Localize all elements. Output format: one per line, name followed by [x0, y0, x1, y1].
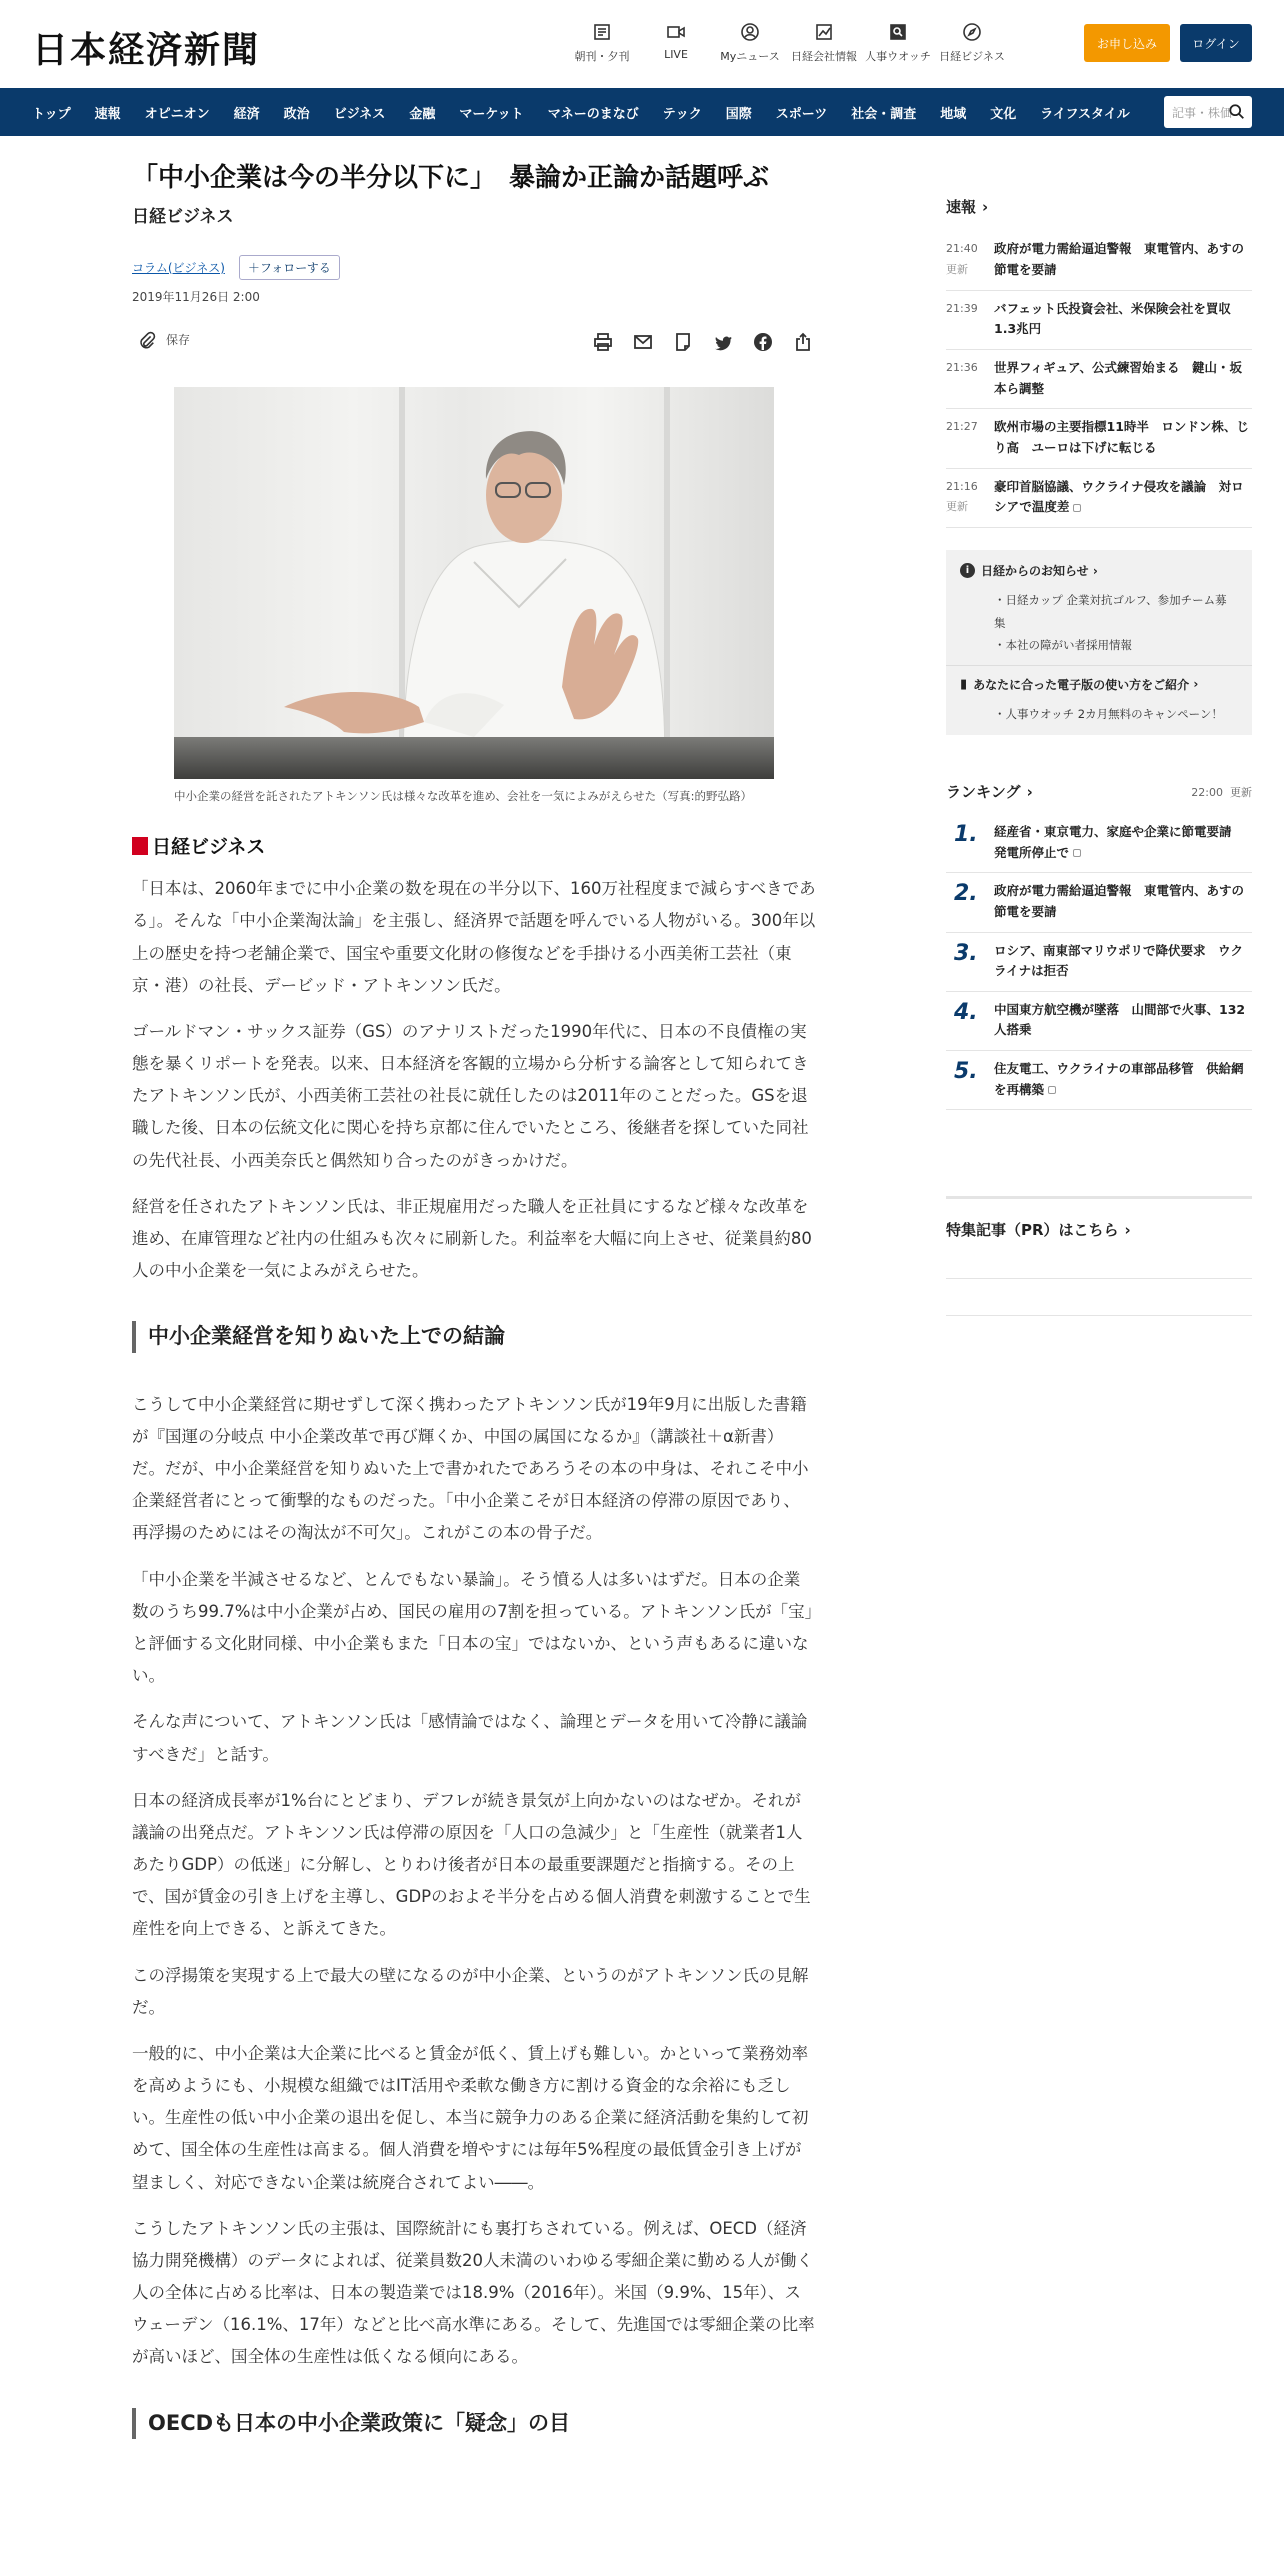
pr-title-label: 特集記事（PR）はこちら — [946, 1221, 1119, 1240]
ranking-title-label: ランキング — [946, 783, 1021, 801]
site-header — [0, 0, 1284, 88]
news-item[interactable] — [946, 409, 1252, 468]
nav-company-info[interactable] — [790, 22, 858, 64]
ranking-item[interactable] — [946, 873, 1252, 932]
search-person-icon — [864, 22, 932, 44]
notice-list — [994, 589, 1238, 656]
news-time — [946, 239, 994, 281]
search-input[interactable] — [1164, 96, 1252, 128]
nav-politics[interactable]: 政治 — [283, 106, 310, 122]
nav-edition-label: 朝刊・夕刊 — [574, 50, 630, 63]
ranking-item[interactable] — [946, 1051, 1252, 1110]
notice-item[interactable]: ・日経カップ 企業対抗ゴルフ、参加チーム募集 — [994, 593, 1227, 630]
ranking-headline[interactable]: 中国東方航空機が墜落 山間部で火事、132人搭乗 — [994, 1001, 1246, 1038]
ranking-number: 1. — [954, 822, 978, 847]
divider — [946, 1278, 1252, 1279]
ranking-headline[interactable] — [994, 822, 1252, 863]
notice-title-label: 日経からのお知らせ — [981, 564, 1089, 579]
news-headline[interactable]: 政府が電力需給逼迫警報 東電管内、あすの節電を要請 — [994, 241, 1245, 277]
subscribe-button[interactable]: お申し込み — [1084, 24, 1170, 62]
article-photo — [174, 387, 774, 779]
ranking-timestamp — [1191, 784, 1252, 800]
nav-opinion[interactable]: オピニオン — [144, 106, 210, 122]
ranking-item[interactable] — [946, 814, 1252, 873]
chevron-right-icon: › — [1189, 677, 1199, 692]
news-headline[interactable]: 欧州市場の主要指標11時半 ロンドン株、じり高 ユーロは下げに転じる — [994, 419, 1249, 455]
news-headline-text: 豪印首脳協議、ウクライナ侵攻を議論 対ロシアで温度差 — [994, 478, 1244, 515]
article-toolbar — [132, 327, 816, 357]
section-heading: 中小企業経営を知りぬいた上での結論 — [132, 1321, 816, 1353]
ranking-headline[interactable] — [994, 1059, 1252, 1100]
chevron-right-icon: › — [1026, 782, 1033, 801]
divider — [946, 665, 1252, 666]
nav-sports[interactable]: スポーツ — [775, 106, 828, 122]
notice-item-label: 本社の障がい者採用情報 — [1005, 638, 1132, 653]
edition-guide-label: あなたに合った電子版の使い方をご紹介 — [973, 677, 1190, 692]
news-time-value: 21:39 — [946, 301, 978, 315]
sidebar — [946, 196, 1252, 1316]
nav-jinji-watch[interactable] — [864, 22, 932, 64]
chart-icon — [790, 22, 858, 44]
nikkei-business-badge — [132, 832, 816, 859]
lock-icon — [1073, 849, 1081, 857]
article-paragraph: 日本の経済成長率が1%台にとどまり、デフレが続き景気が上向かないのはなぜか。それが議論の出発点だ。アトキンソン氏は停滞の原因を「人口の急減少」と「生産性（就業者1人あたりGDP）の低迷」に分解し、とりわけ後者が日本の最重要課題だと指摘する。その上で、国が賃金の引き上げを主導し、GDPのおよそ半分を占める個人消費を刺激することで生産性を向上できる、と訴えてきた。 — [132, 1790, 811, 1939]
nav-region[interactable]: 地域 — [940, 106, 967, 122]
save-label: 保存 — [166, 333, 191, 348]
paperclip-icon — [138, 331, 156, 349]
nav-nikkei-business-label: 日経ビジネス — [939, 50, 1005, 63]
ranking-headline-text: 経産省・東京電力、家庭や企業に節電要請 発電所停止で — [994, 824, 1245, 860]
photo-table — [174, 737, 774, 779]
print-icon[interactable] — [590, 329, 616, 355]
follow-label: フォローする — [259, 260, 331, 275]
nav-culture[interactable]: 文化 — [990, 106, 1017, 122]
pr-section — [946, 1196, 1252, 1316]
nav-society[interactable]: 社会・調査 — [851, 106, 917, 122]
ranking-number: 2. — [954, 881, 978, 907]
news-time-value: 21:27 — [946, 420, 978, 434]
article-publication: 日経ビジネス — [132, 206, 234, 227]
ranking-headline[interactable]: 政府が電力需給逼迫警報 東電管内、あすの節電を要請 — [994, 883, 1245, 919]
news-time — [946, 477, 994, 519]
article-paragraph: 経営を任されたアトキンソン氏は、非正規雇用だった職人を正社員にするなど様々な改革を進め、在庫管理など社内の仕組みも次々に刷新した。利益率を大幅に向上させ、従業員約80人の中小企業を一気によみがえらせた。 — [132, 1196, 812, 1281]
nav-money[interactable]: マネーのまなび — [547, 106, 639, 122]
article-paragraph: 一般的に、中小企業は大企業に比べると賃金が低く、賃上げも難しい。かといって業務効率を高めようにも、小規模な組織ではIT活用や柔軟な働き方に割ける資金的な余裕にも乏しい。生産性の低い中小企業の退出を促し、本当に競争力のある企業に経済活動を集約して初めて、国全体の生産性は高まる。個人消費を増やすには毎年5%程度の最低賃金引き上げが望ましく、対応できない企業は統廃合されてよい――。 — [132, 2043, 809, 2192]
site-logo[interactable]: 日本経済新聞 — [32, 29, 261, 71]
nav-international[interactable]: 国際 — [725, 106, 752, 122]
nav-live[interactable] — [642, 22, 710, 64]
news-headline[interactable] — [994, 477, 1252, 519]
plus-icon: ＋ — [247, 260, 260, 275]
nav-live-label: LIVE — [664, 48, 688, 61]
chevron-right-icon: › — [982, 197, 989, 216]
ranking-time: 22:00 — [1191, 785, 1223, 799]
notice-item[interactable]: ・本社の障がい者採用情報 — [994, 638, 1132, 653]
article-paragraph: そんな声について、アトキンソン氏は「感情論ではなく、論理とデータを用いて冷静に議論すべきだ」と話す。 — [132, 1712, 808, 1764]
notice-item[interactable]: ・人事ウオッチ 2カ月無料のキャンペーン！ — [994, 706, 1223, 721]
article-meta — [132, 255, 816, 280]
badge-label: 日経ビジネス — [152, 836, 266, 859]
nav-company-info-label: 日経会社情報 — [791, 50, 857, 63]
main-navbar — [0, 88, 1284, 136]
news-item[interactable] — [946, 231, 1252, 291]
nav-breaking[interactable]: 速報 — [94, 106, 121, 122]
ranking-item[interactable] — [946, 992, 1252, 1051]
ranking-header — [946, 781, 1252, 802]
pr-title[interactable] — [946, 1219, 1252, 1240]
notice-item-label: 人事ウオッチ 2カ月無料のキャンペーン！ — [1005, 706, 1223, 721]
chevron-right-icon: › — [1088, 563, 1098, 578]
news-time — [946, 299, 994, 340]
nav-jinji-watch-label: 人事ウオッチ — [865, 50, 931, 63]
book-icon: ▮ — [960, 676, 968, 692]
nav-edition[interactable] — [568, 22, 636, 64]
article-paragraph: こうして中小企業経営に期せずして深く携わったアトキンソン氏が19年9月に出版した書籍が『国運の分岐点 中小企業改革で再び輝くか、中国の属国になるか』（講談社＋α新書）だ。だが、中小企業経営を知りぬいた上で書かれたであろうその本の中身は、それこそ中小企業経営者にとって衝撃的なものだった。「中小企業こそが日本経済の停滞の原因であり、再浮揚のためにはその淘汰が不可欠」。これがこの本の骨子だ。 — [132, 1394, 809, 1543]
edition-guide-title[interactable] — [960, 676, 1238, 693]
share-bar — [576, 329, 816, 355]
nav-nikkei-business[interactable] — [938, 22, 1006, 64]
nav-my-news-label: Myニュース — [720, 50, 780, 63]
divider — [946, 1315, 1252, 1316]
photo-illustration — [174, 387, 774, 779]
nav-my-news[interactable] — [716, 22, 784, 64]
ranking-list — [946, 814, 1252, 1110]
video-icon — [642, 22, 710, 44]
twitter-icon[interactable] — [710, 329, 736, 355]
news-updated: 更新 — [946, 262, 968, 276]
edition-list — [994, 703, 1238, 725]
news-time — [946, 417, 994, 458]
news-list — [946, 231, 1252, 528]
news-time-value: 21:36 — [946, 361, 978, 375]
article-paragraph: ゴールドマン・サックス証券（GS）のアナリストだった1990年代に、日本の不良債権の実態を暴くリポートを発表。以来、日本経済を客観的立場から分析する論客として知られてきたアトキンソン氏が、小西美術工芸社の社長に就任したのは2011年のことだった。GSを退職した後、日本の伝統文化に関心を持ち京都に住んでいたところ、後継者を探していた同社の先代社長、小西美奈氏と偶然知り合ったのがきっかけだ。 — [132, 1021, 809, 1170]
info-icon: i — [960, 563, 975, 578]
ranking-headline[interactable]: ロシア、南東部マリウポリで降伏要求 ウクライナは拒否 — [994, 942, 1244, 979]
news-item[interactable] — [946, 350, 1252, 409]
header-nav — [568, 22, 1012, 64]
search-placeholder: 記事・株価 — [1172, 105, 1233, 120]
login-button[interactable]: ログイン — [1180, 24, 1252, 62]
facebook-icon[interactable] — [750, 329, 776, 355]
news-headline[interactable]: 世界フィギュア、公式練習始まる 鍵山・坂本ら調整 — [994, 360, 1243, 396]
news-headline[interactable]: バフェット氏投資会社、米保険会社を買収 1.3兆円 — [994, 300, 1231, 337]
nav-economy[interactable]: 経済 — [233, 106, 260, 122]
photo-caption: 中小企業の経営を託されたアトキンソン氏は様々な改革を進め、会社を一気によみがえらせた（写真:的野弘路） — [174, 788, 752, 803]
nav-top[interactable]: トップ — [32, 106, 71, 122]
nav-business[interactable]: ビジネス — [333, 106, 386, 122]
lock-icon — [1073, 504, 1081, 512]
mail-icon[interactable] — [630, 329, 656, 355]
memo-icon[interactable] — [670, 329, 696, 355]
chevron-right-icon: › — [1124, 1220, 1131, 1239]
article-date: 2019年11月26日 2:00 — [132, 289, 260, 304]
article-paragraph: こうしたアトキンソン氏の主張は、国際統計にも裏打ちされている。例えば、OECD（経済協力開発機構）のデータによれば、従業員数20人未満のいわゆる零細企業に勤める人が働く人の全体に占める比率は、日本の製造業では18.9%（2016年）。米国（9.9%、15年）、スウェーデン（16.1%、17年）などと比べ高水準にある。そして、先進国では零細企業の比率が高いほど、国全体の生産性は低くなる傾向にある。 — [132, 2218, 815, 2367]
notice-box — [946, 550, 1252, 735]
news-section-title[interactable] — [946, 196, 1252, 217]
article-paragraph: 「日本は、2060年までに中小企業の数を現在の半分以下、160万社程度まで減らすべきである」。そんな「中小企業淘汰論」を主張し、経済界で話題を呼んでいる人物がいる。300年以上の歴史を持つ老舗企業で、国宝や重要文化財の修復などを手掛ける小西美術工芸社（東京・港）の社長、デービッド・アトキンソン氏だ。 — [132, 879, 816, 995]
newspaper-icon — [568, 22, 636, 44]
share-icon[interactable] — [790, 329, 816, 355]
ranking-item[interactable] — [946, 933, 1252, 992]
ranking-number: 3. — [954, 940, 978, 966]
news-item[interactable] — [946, 291, 1252, 350]
ranking-headline-text: 住友電工、ウクライナの車部品移管 供給網を再構築 — [994, 1061, 1244, 1097]
nav-market[interactable]: マーケット — [459, 106, 524, 122]
news-item[interactable] — [946, 469, 1252, 529]
notice-title[interactable] — [960, 562, 1238, 579]
news-updated: 更新 — [946, 500, 968, 514]
save-button[interactable] — [138, 331, 190, 349]
article-title: 「中小企業は今の半分以下に」 暴論か正論か話題呼ぶ — [132, 163, 770, 193]
article-paragraph: 「中小企業を半減させるなど、とんでもない暴論」。そう憤る人は多いはずだ。日本の企業数のうち99.7%は中小企業が占め、国民の雇用の7割を担っている。アトキンソン氏が「宝」と評価する文化財同様、中小企業もまた「日本の宝」ではないか、という声もあるに違いない。 — [132, 1569, 813, 1686]
nav-finance[interactable]: 金融 — [409, 106, 436, 122]
follow-button[interactable] — [239, 255, 340, 280]
lock-icon — [1048, 1086, 1056, 1094]
user-icon — [716, 22, 784, 44]
ranking-number: 5. — [954, 1059, 978, 1084]
news-title-label: 速報 — [946, 198, 977, 216]
ranking-title[interactable] — [946, 781, 1033, 802]
topic-link[interactable]: コラム(ビジネス) — [132, 260, 225, 275]
news-time-value: 21:40 — [946, 242, 978, 255]
compass-icon — [938, 22, 1006, 44]
nav-tech[interactable]: テック — [662, 106, 702, 122]
news-time-value: 21:16 — [946, 479, 978, 493]
ranking-updated: 更新 — [1230, 785, 1252, 799]
news-time — [946, 358, 994, 399]
notice-item-label: 日経カップ 企業対抗ゴルフ、参加チーム募集 — [994, 593, 1227, 630]
section-heading: OECDも日本の中小企業政策に「疑念」の目 — [132, 2408, 816, 2440]
article-paragraph: この浮揚策を実現する上で最大の壁になるのが中小企業、というのがアトキンソン氏の見解だ。 — [132, 1965, 809, 2017]
nav-lifestyle[interactable]: ライフスタイル — [1040, 106, 1130, 122]
ranking-number: 4. — [954, 999, 978, 1025]
search-icon[interactable] — [1228, 103, 1246, 121]
badge-mark-icon — [132, 837, 148, 855]
article — [132, 160, 816, 2439]
